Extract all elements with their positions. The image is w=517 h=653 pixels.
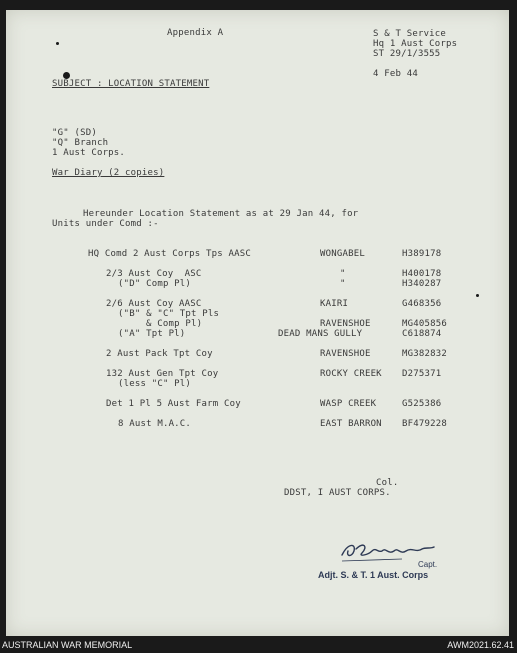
unit-name: HQ Comd 2 Aust Corps Tps AASC: [88, 249, 251, 259]
subject-line: SUBJECT : LOCATION STATEMENT: [52, 79, 210, 89]
unit-location: WASP CREEK: [320, 399, 377, 409]
unit-location: ROCKY CREEK: [320, 369, 382, 379]
recipient: "Q" Branch: [52, 138, 109, 148]
map-reference: H340287: [402, 279, 442, 289]
capt-label: Capt.: [418, 560, 438, 569]
ink-mark: [56, 42, 59, 45]
unit-location: RAVENSHOE: [320, 349, 371, 359]
ink-mark: [476, 294, 479, 297]
unit-name: 2/3 Aust Coy ASC: [106, 269, 202, 279]
archive-footer: [0, 638, 517, 653]
unit-name: 2/6 Aust Coy AASC: [106, 299, 202, 309]
office-label: S & T Service: [373, 29, 447, 39]
recipient: 1 Aust Corps.: [52, 148, 126, 158]
map-reference: H400178: [402, 269, 442, 279]
unit-name: 2 Aust Pack Tpt Coy: [106, 349, 213, 359]
archive-name: AUSTRALIAN WAR MEMORIAL: [2, 640, 133, 650]
recipient: "G" (SD): [52, 128, 97, 138]
unit-name: Det 1 Pl 5 Aust Farm Coy: [106, 399, 241, 409]
unit-name: ("B" & "C" Tpt Pls: [118, 309, 220, 319]
unit-name: (less "C" Pl): [118, 379, 192, 389]
map-reference: H389178: [402, 249, 442, 259]
unit-location: DEAD MANS GULLY: [278, 329, 363, 339]
ink-mark: [63, 72, 70, 79]
intro-text: Hereunder Location Statement as at 29 Jan 44, for: [83, 209, 359, 219]
signatory-title: DDST, I AUST CORPS.: [284, 488, 391, 498]
map-reference: D275371: [402, 369, 442, 379]
unit-name: & Comp Pl): [146, 319, 203, 329]
unit-name: ("D" Comp Pl): [118, 279, 192, 289]
unit-location: ": [340, 269, 346, 279]
map-reference: BF479228: [402, 419, 447, 429]
adjutant-stamp: Adjt. S. & T. 1 Aust. Corps: [318, 570, 429, 580]
reference-label: ST 29/1/3555: [373, 49, 441, 59]
unit-location: ": [340, 279, 346, 289]
unit-location: EAST BARRON: [320, 419, 382, 429]
unit-name: 8 Aust M.A.C.: [118, 419, 192, 429]
map-reference: MG405856: [402, 319, 447, 329]
hq-label: Hq 1 Aust Corps: [373, 39, 458, 49]
war-diary-line: War Diary (2 copies): [52, 168, 165, 178]
signatory-rank: Col.: [376, 478, 399, 488]
unit-location: RAVENSHOE: [320, 319, 371, 329]
unit-name: 132 Aust Gen Tpt Coy: [106, 369, 219, 379]
unit-name: ("A" Tpt Pl): [118, 329, 186, 339]
map-reference: MG382832: [402, 349, 447, 359]
unit-location: WONGABEL: [320, 249, 365, 259]
unit-location: KAIRI: [320, 299, 349, 309]
map-reference: C618874: [402, 329, 442, 339]
map-reference: G468356: [402, 299, 442, 309]
intro-text: Units under Comd :-: [52, 219, 159, 229]
document-date: 4 Feb 44: [373, 69, 418, 79]
appendix-label: Appendix A: [167, 28, 224, 38]
map-reference: G525386: [402, 399, 442, 409]
archive-reference: AWM2021.62.41: [447, 640, 514, 650]
